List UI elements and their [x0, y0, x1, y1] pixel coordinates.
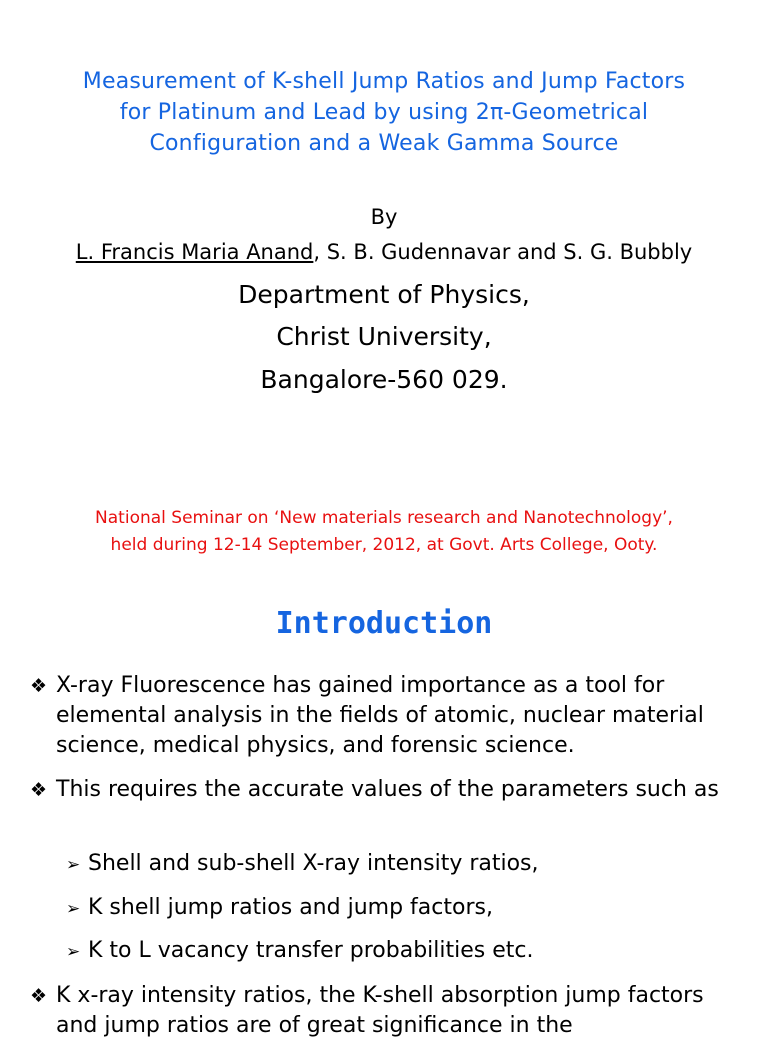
by-label: By — [370, 205, 398, 229]
bullet-item — [30, 671, 745, 761]
arrow-bullet-icon: ➢ — [66, 899, 81, 919]
sub-item-text: Shell and sub-shell X-ray intensity ratios, — [88, 851, 539, 876]
bullet-text: This requires the accurate values of the parameters such as — [56, 777, 719, 802]
slide-title — [20, 66, 748, 159]
affiliation-university: Christ University, — [276, 322, 492, 351]
title-line: Configuration and a Weak Gamma Source — [149, 131, 619, 156]
seminar-line: National Seminar on ‘New materials research and Nanotechnology’, — [95, 508, 673, 528]
sub-item — [66, 849, 539, 880]
arrow-bullet-icon: ➢ — [66, 855, 81, 875]
sub-item — [66, 893, 493, 924]
sub-item-text: K shell jump ratios and jump factors, — [88, 895, 493, 920]
section-heading: Introduction — [275, 606, 493, 641]
coauthors: , S. B. Gudennavar and S. G. Bubbly — [313, 240, 693, 264]
lead-author: L. Francis Maria Anand — [75, 240, 314, 264]
bullet-text: K x-ray intensity ratios, the K-shell absorption jump factors and jump ratios are of great significance in the — [56, 983, 704, 1038]
title-line: for Platinum and Lead by using 2π-Geometrical — [119, 100, 649, 125]
sub-item-text: K to L vacancy transfer probabilities etc. — [88, 938, 534, 963]
seminar-line: held during 12-14 September, 2012, at Govt. Arts College, Ooty. — [110, 535, 658, 555]
bullet-text: X-ray Fluorescence has gained importance as a tool for elemental analysis in the fields of atomic, nuclear material science, medical physics, and forensic science. — [56, 673, 704, 758]
affiliation-department: Department of Physics, — [238, 280, 530, 309]
sub-item — [66, 936, 533, 967]
bullet-item — [30, 981, 745, 1041]
title-line: Measurement of K-shell Jump Ratios and Jump Factors — [82, 69, 686, 94]
author-list — [0, 240, 768, 264]
diamond-bullet-icon: ❖ — [30, 985, 48, 1007]
arrow-bullet-icon: ➢ — [66, 942, 81, 962]
diamond-bullet-icon: ❖ — [30, 779, 48, 801]
affiliation-city: Bangalore-560 029. — [260, 365, 508, 394]
bullet-item — [30, 775, 745, 805]
diamond-bullet-icon: ❖ — [30, 675, 48, 697]
